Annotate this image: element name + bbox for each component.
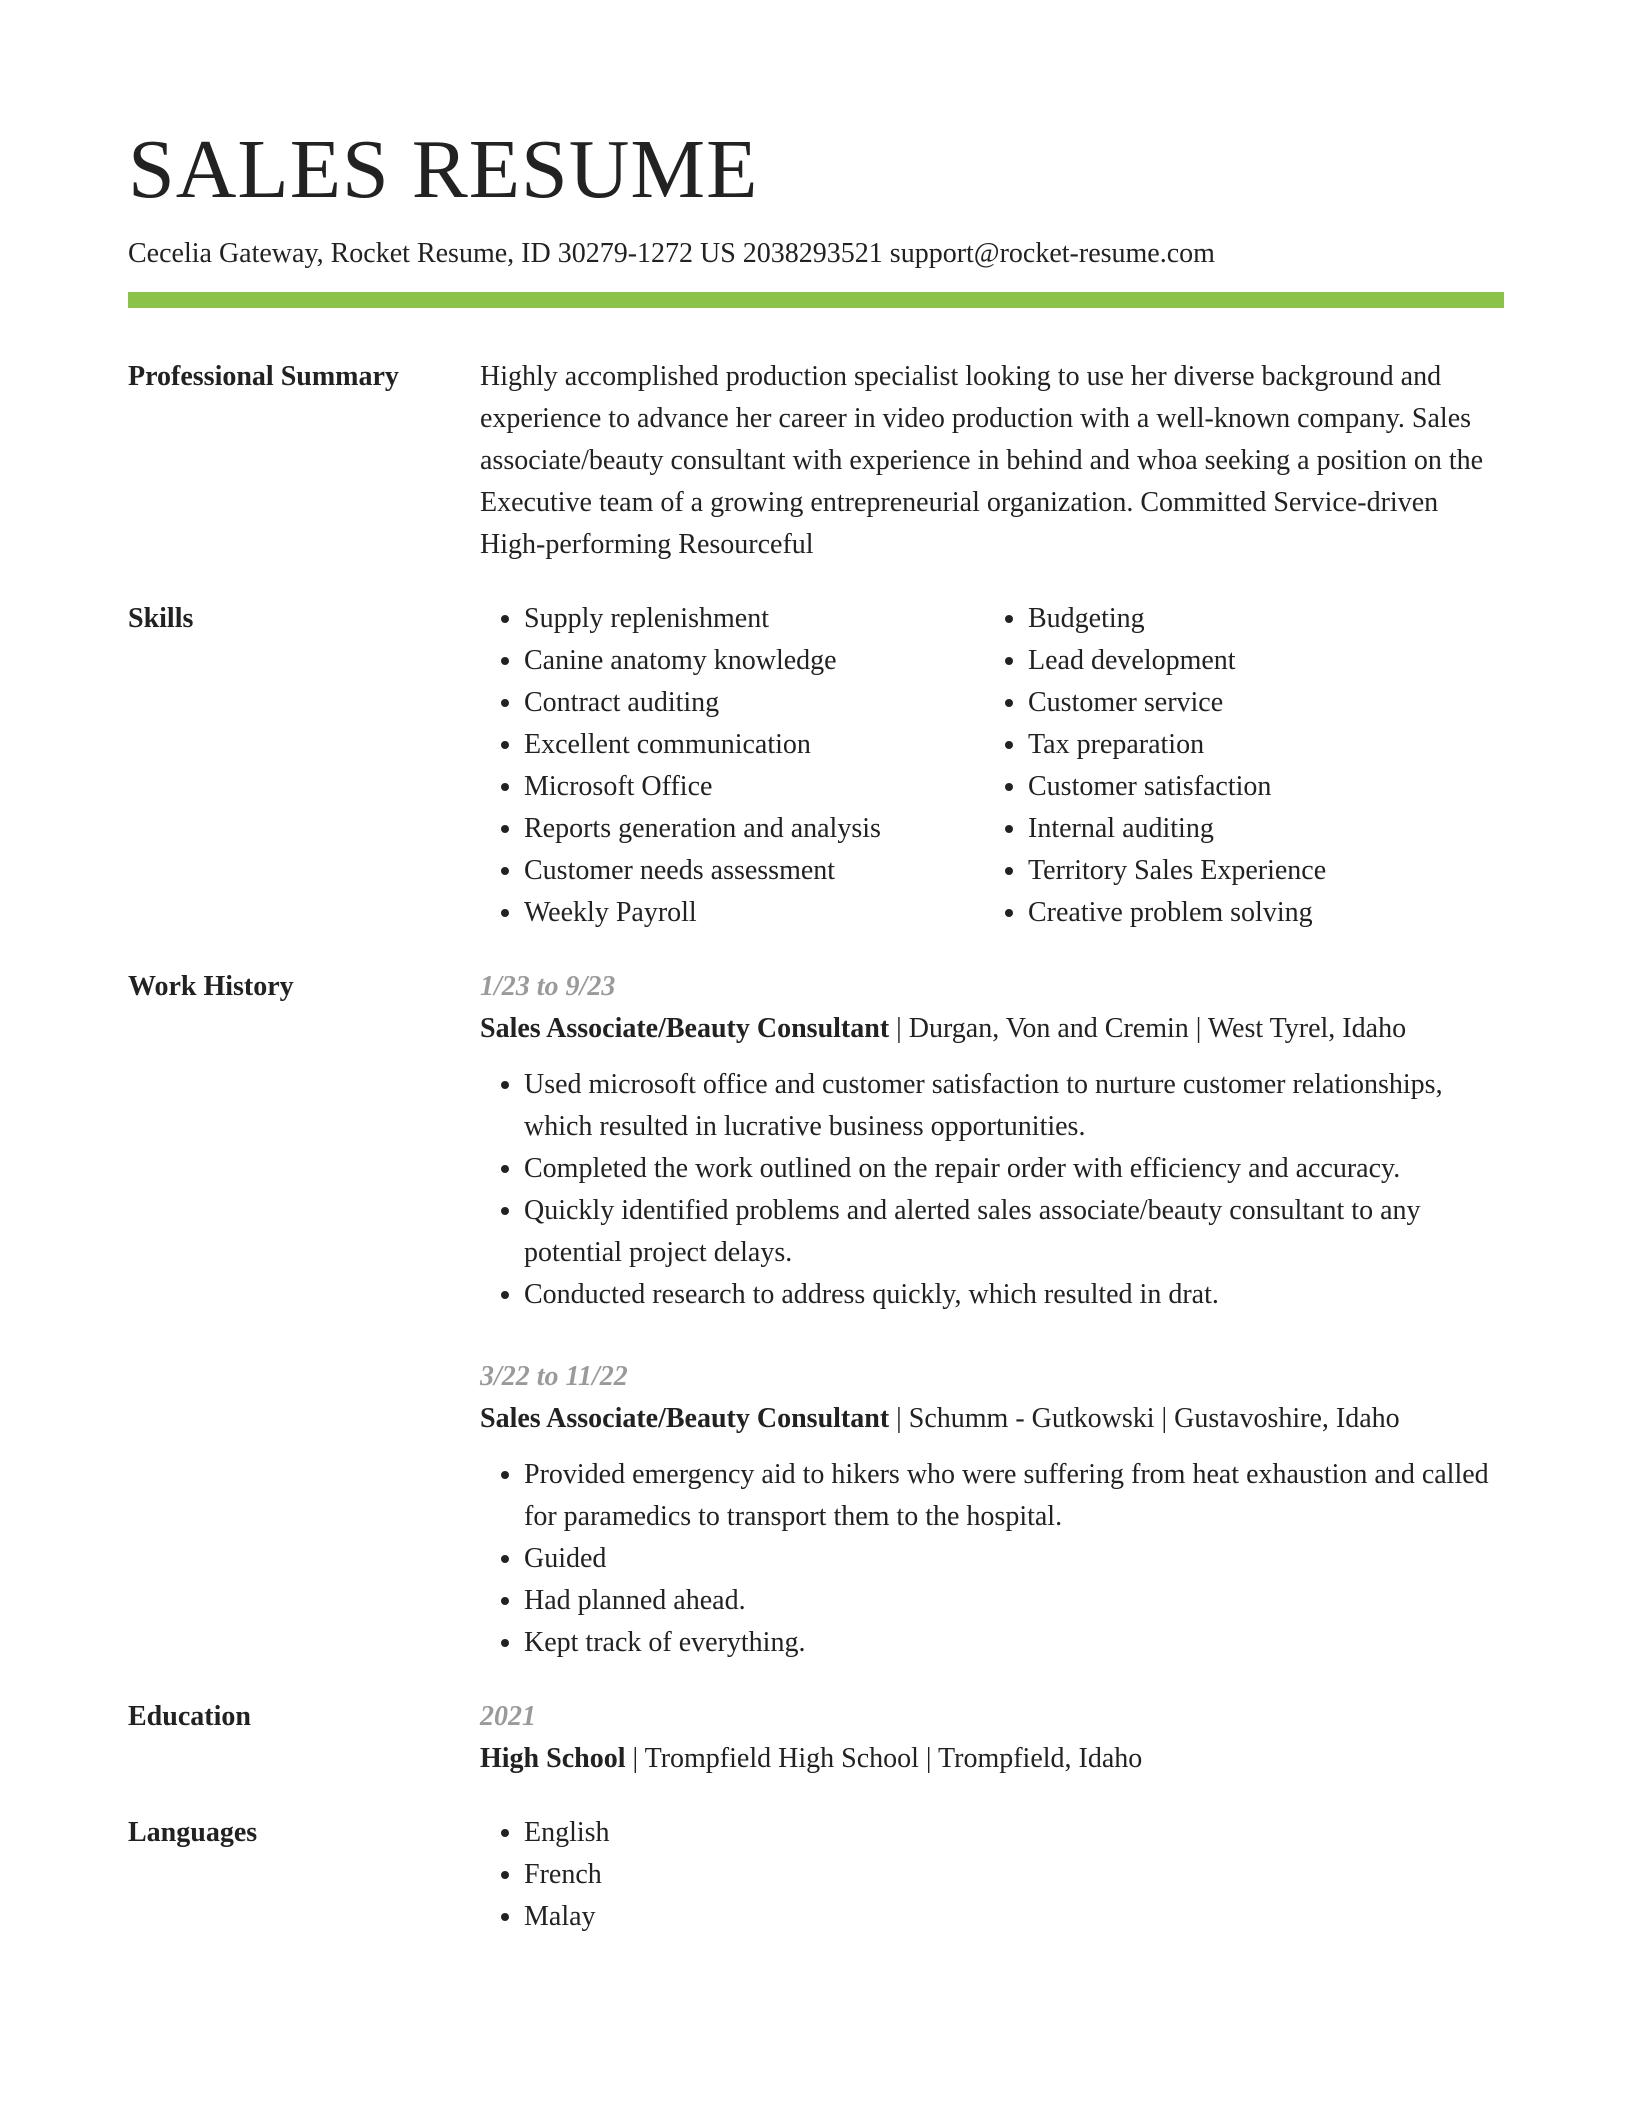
job-bullet: • Guided	[524, 1538, 1504, 1580]
languages-section	[128, 1780, 1504, 1938]
job-title: Sales Associate/Beauty Consultant	[480, 1013, 890, 1044]
skill-item: • Creative problem solving	[1028, 892, 1326, 934]
skills-section	[128, 566, 1504, 934]
job-bullet: • Kept track of everything.	[524, 1622, 1504, 1664]
skill-item: • Customer satisfaction	[1028, 766, 1326, 808]
skill-item: • Tax preparation	[1028, 724, 1326, 766]
job-dates: 1/23 to 9/23	[480, 971, 616, 1002]
job-bullet: • Completed the work outlined on the repair order with efficiency and accuracy.	[524, 1148, 1504, 1190]
job-entry	[480, 1356, 1504, 1664]
language-item: • French	[524, 1854, 1504, 1896]
education-line	[480, 1738, 1504, 1780]
section-label-summary: Professional Summary	[128, 361, 399, 392]
section-label-languages: Languages	[128, 1817, 258, 1848]
job-role-line	[480, 1008, 1504, 1050]
education-section	[128, 1664, 1504, 1780]
resume-title: SALES RESUME	[128, 123, 759, 216]
skill-item: • Weekly Payroll	[524, 892, 984, 934]
education-school-location: | Trompfield High School | Trompfield, Idaho	[625, 1743, 1143, 1774]
job-bullet: • Conducted research to address quickly, which resulted in drat.	[524, 1274, 1504, 1316]
job-entry	[480, 966, 1504, 1316]
languages-list	[480, 1812, 1504, 1938]
languages-content	[480, 1812, 1504, 1938]
summary-text: Highly accomplished production specialist looking to use her diverse background and experience to advance her career in video production with a well-known company. Sales associate/beauty consultant with experience in behind and whoa seeking a position on the Executive team of a growing entrepreneurial organization. Committed Service-driven High-performing Resourceful	[480, 361, 1484, 560]
summary-section	[128, 308, 1504, 566]
skill-item: • Customer needs assessment	[524, 850, 984, 892]
skill-item: • Supply replenishment	[524, 598, 984, 640]
skills-list-right	[984, 598, 1326, 934]
skill-item: • Microsoft Office	[524, 766, 984, 808]
job-title: Sales Associate/Beauty Consultant	[480, 1403, 890, 1434]
education-year: 2021	[480, 1701, 536, 1732]
education-degree: High School	[480, 1743, 626, 1774]
work-history-section	[128, 934, 1504, 1664]
skill-item: • Excellent communication	[524, 724, 984, 766]
job-bullets	[480, 1064, 1504, 1316]
job-employer-location: | Schumm - Gutkowski | Gustavoshire, Idaho	[889, 1403, 1400, 1434]
job-bullet: • Used microsoft office and customer satisfaction to nurture customer relationships, which resulted in lucrative business opportunities.	[524, 1064, 1504, 1148]
accent-divider	[128, 292, 1504, 308]
skill-item: • Budgeting	[1028, 598, 1326, 640]
section-label-work: Work History	[128, 971, 294, 1002]
education-content	[480, 1696, 1504, 1780]
job-bullet: • Provided emergency aid to hikers who were suffering from heat exhaustion and called for paramedics to transport them to the hospital.	[524, 1454, 1504, 1538]
skill-item: • Canine anatomy knowledge	[524, 640, 984, 682]
work-history-content	[480, 966, 1504, 1664]
skills-columns	[480, 598, 1504, 934]
skill-item: • Contract auditing	[524, 682, 984, 724]
section-label-education: Education	[128, 1701, 251, 1732]
skill-item: • Customer service	[1028, 682, 1326, 724]
job-bullet: • Had planned ahead.	[524, 1580, 1504, 1622]
language-item: • English	[524, 1812, 1504, 1854]
contact-line: Cecelia Gateway, Rocket Resume, ID 30279-1272 US 2038293521 support@rocket-resume.com	[128, 238, 1215, 269]
job-dates: 3/22 to 11/22	[480, 1361, 628, 1392]
job-employer-location: | Durgan, Von and Cremin | West Tyrel, Idaho	[889, 1013, 1407, 1044]
job-bullets	[480, 1454, 1504, 1664]
skill-item: • Reports generation and analysis	[524, 808, 984, 850]
skills-list-left	[480, 598, 984, 934]
section-label-skills: Skills	[128, 603, 194, 634]
skill-item: • Internal auditing	[1028, 808, 1326, 850]
skill-item: • Territory Sales Experience	[1028, 850, 1326, 892]
job-bullet: • Quickly identified problems and alerted sales associate/beauty consultant to any potential project delays.	[524, 1190, 1504, 1274]
resume-page	[128, 0, 1504, 1938]
language-item: • Malay	[524, 1896, 1504, 1938]
job-role-line	[480, 1398, 1504, 1440]
skill-item: • Lead development	[1028, 640, 1326, 682]
